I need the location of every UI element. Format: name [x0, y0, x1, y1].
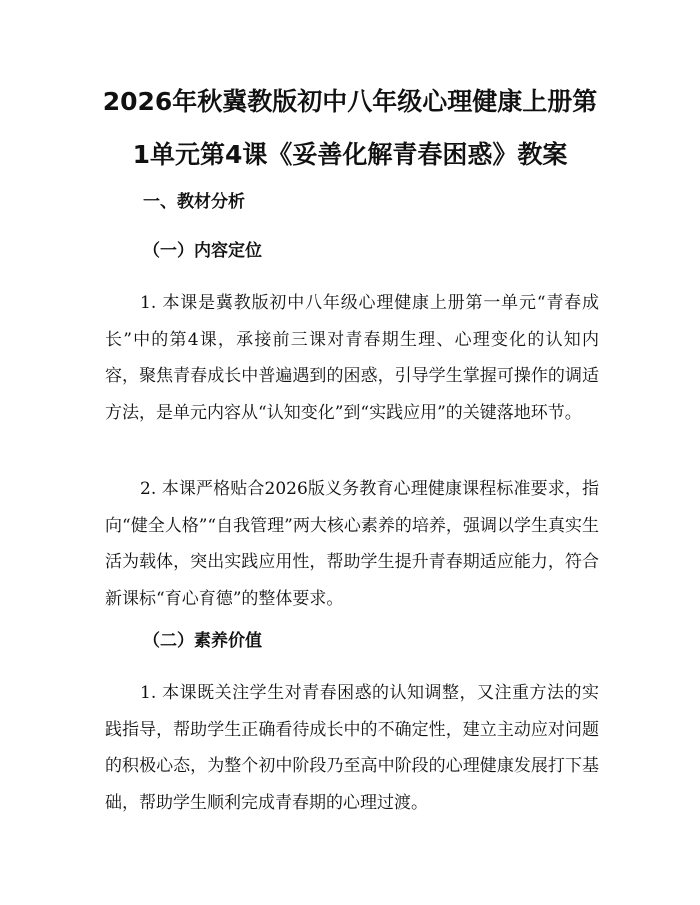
paragraph-content-1: 1. 本课是冀教版初中八年级心理健康上册第一单元“青春成长”中的第4课，承接前三课对青春期生理、心理变化的认知内容，聚焦青春成长中普遍遇到的困惑，引导学生掌握可操作的调适方法，是单元内容从“认知变化”到“实践应用”的关键落地环节。 — [105, 293, 599, 423]
document-title-line1: 2026年秋冀教版初中八年级心理健康上册第 — [102, 87, 598, 116]
paragraph-content-2: 2. 本课严格贴合2026版义务教育心理健康课程标准要求，指向“健全人格”“自我管理”两大核心素养的培养，强调以学生真实生活为载体，突出实践应用性，帮助学生提升青春期适应能力，符合新课标“育心育德”的整体要求。 — [105, 479, 599, 609]
paragraph-value-1: 1. 本课既关注学生对青春困惑的认知调整，又注重方法的实践指导，帮助学生正确看待成长中的不确定性，建立主动应对问题的积极心态，为整个初中阶段乃至高中阶段的心理健康发展打下基础，帮助学生顺利完成青春期的心理过渡。 — [105, 683, 599, 813]
subsection-heading-content-positioning: （一）内容定位 — [143, 241, 262, 261]
section-heading-textbook-analysis: 一、教材分析 — [143, 192, 245, 212]
subsection-heading-literacy-value: （二）素养价值 — [143, 631, 262, 651]
document-title-line2: 1单元第4课《妥善化解青春困惑》教案 — [132, 140, 568, 169]
